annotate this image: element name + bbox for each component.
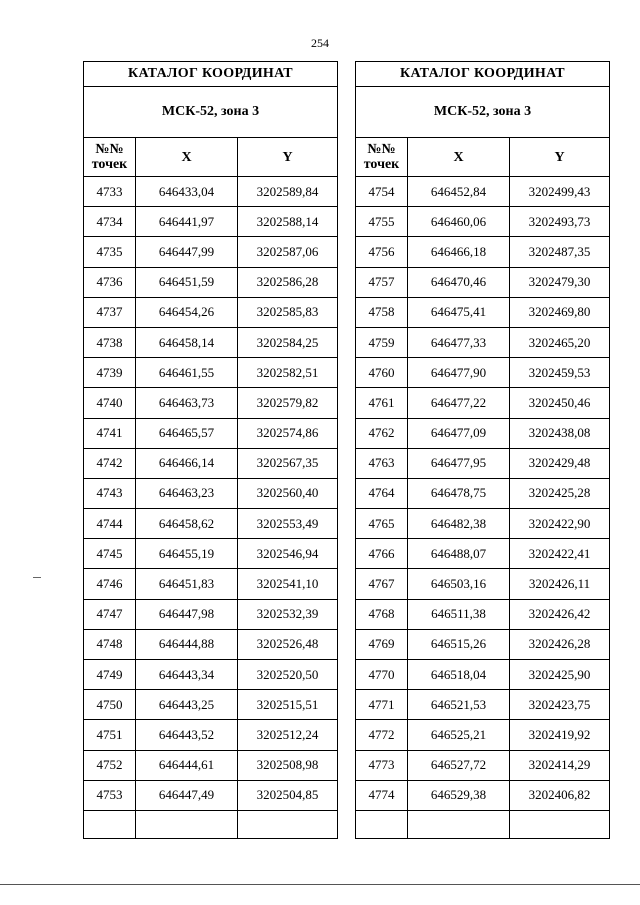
cell-point-no: 4755 [356,207,408,237]
cell-point-no: 4753 [84,780,136,810]
cell-x: 646454,26 [136,297,238,327]
cell-x: 646525,21 [408,720,510,750]
cell-y: 3202532,39 [238,599,338,629]
cell-point-no: 4751 [84,720,136,750]
table-row [84,418,338,448]
cell-point-no: 4764 [356,478,408,508]
cell-point-no: 4769 [356,629,408,659]
table-row [356,207,610,237]
cell-point-no: 4737 [84,297,136,327]
cell-y: 3202459,53 [510,358,610,388]
table-row [84,358,338,388]
table-row [84,237,338,267]
cell-point-no: 4747 [84,599,136,629]
cell-x: 646444,61 [136,750,238,780]
empty-cell [408,810,510,838]
table-row [84,660,338,690]
table-row [84,509,338,539]
cell-point-no: 4754 [356,177,408,207]
cell-x: 646443,52 [136,720,238,750]
cell-y: 3202425,90 [510,660,610,690]
cell-y: 3202567,35 [238,448,338,478]
cell-point-no: 4743 [84,478,136,508]
table-row [356,750,610,780]
table-row [84,569,338,599]
table-row [84,599,338,629]
cell-x: 646521,53 [408,690,510,720]
coordinate-catalog-right [355,61,610,839]
table-row [356,388,610,418]
header-point-no: №№ точек [84,138,136,177]
table-row [356,780,610,810]
cell-x: 646466,18 [408,237,510,267]
scan-mark [33,577,41,578]
table-row [356,599,610,629]
cell-point-no: 4773 [356,750,408,780]
table-body [84,177,338,839]
cell-x: 646477,22 [408,388,510,418]
table-row [356,327,610,357]
cell-x: 646466,14 [136,448,238,478]
cell-y: 3202588,14 [238,207,338,237]
cell-y: 3202585,83 [238,297,338,327]
empty-cell [356,810,408,838]
table-row [356,569,610,599]
cell-point-no: 4763 [356,448,408,478]
table-empty-row [84,810,338,838]
cell-x: 646443,25 [136,690,238,720]
cell-y: 3202520,50 [238,660,338,690]
cell-y: 3202422,90 [510,509,610,539]
cell-point-no: 4736 [84,267,136,297]
table-row [84,448,338,478]
empty-cell [238,810,338,838]
cell-x: 646458,14 [136,327,238,357]
table-row [84,750,338,780]
cell-point-no: 4768 [356,599,408,629]
cell-y: 3202426,28 [510,629,610,659]
cell-y: 3202414,29 [510,750,610,780]
table-row [84,388,338,418]
cell-y: 3202541,10 [238,569,338,599]
cell-x: 646460,06 [408,207,510,237]
table-body [356,177,610,839]
cell-x: 646503,16 [408,569,510,599]
cell-x: 646529,38 [408,780,510,810]
cell-point-no: 4734 [84,207,136,237]
cell-y: 3202406,82 [510,780,610,810]
cell-point-no: 4770 [356,660,408,690]
cell-point-no: 4756 [356,237,408,267]
cell-point-no: 4745 [84,539,136,569]
catalog-title: КАТАЛОГ КООРДИНАТ [356,62,610,87]
cell-y: 3202574,86 [238,418,338,448]
cell-x: 646451,59 [136,267,238,297]
cell-x: 646527,72 [408,750,510,780]
cell-point-no: 4738 [84,327,136,357]
cell-point-no: 4759 [356,327,408,357]
cell-x: 646443,34 [136,660,238,690]
cell-x: 646444,88 [136,629,238,659]
cell-x: 646451,83 [136,569,238,599]
cell-y: 3202512,24 [238,720,338,750]
cell-x: 646447,49 [136,780,238,810]
table-row [356,267,610,297]
header-point-no: №№ точек [356,138,408,177]
cell-x: 646477,09 [408,418,510,448]
cell-x: 646447,99 [136,237,238,267]
cell-y: 3202515,51 [238,690,338,720]
cell-x: 646465,57 [136,418,238,448]
cell-point-no: 4749 [84,660,136,690]
table-row [356,690,610,720]
table-row [356,358,610,388]
cell-point-no: 4741 [84,418,136,448]
table-row [356,539,610,569]
cell-x: 646475,41 [408,297,510,327]
table-row [356,509,610,539]
cell-x: 646488,07 [408,539,510,569]
cell-point-no: 4740 [84,388,136,418]
cell-y: 3202426,11 [510,569,610,599]
cell-point-no: 4774 [356,780,408,810]
cell-y: 3202465,20 [510,327,610,357]
cell-y: 3202587,06 [238,237,338,267]
cell-y: 3202589,84 [238,177,338,207]
cell-point-no: 4758 [356,297,408,327]
cell-point-no: 4744 [84,509,136,539]
cell-point-no: 4760 [356,358,408,388]
cell-point-no: 4733 [84,177,136,207]
cell-x: 646515,26 [408,629,510,659]
cell-point-no: 4772 [356,720,408,750]
cell-x: 646482,38 [408,509,510,539]
cell-point-no: 4766 [356,539,408,569]
cell-y: 3202450,46 [510,388,610,418]
cell-y: 3202553,49 [238,509,338,539]
cell-x: 646447,98 [136,599,238,629]
cell-x: 646461,55 [136,358,238,388]
table-row [356,629,610,659]
table-row [84,720,338,750]
cell-x: 646511,38 [408,599,510,629]
cell-y: 3202469,80 [510,297,610,327]
empty-cell [136,810,238,838]
cell-point-no: 4762 [356,418,408,448]
cell-x: 646441,97 [136,207,238,237]
table-row [84,539,338,569]
header-y: Y [510,138,610,177]
empty-cell [510,810,610,838]
table-row [84,327,338,357]
cell-x: 646477,95 [408,448,510,478]
header-x: X [408,138,510,177]
cell-y: 3202429,48 [510,448,610,478]
table-row [84,207,338,237]
cell-y: 3202426,42 [510,599,610,629]
table-row [356,448,610,478]
cell-y: 3202582,51 [238,358,338,388]
cell-y: 3202504,85 [238,780,338,810]
cell-point-no: 4765 [356,509,408,539]
cell-point-no: 4767 [356,569,408,599]
cell-x: 646455,19 [136,539,238,569]
cell-y: 3202438,08 [510,418,610,448]
cell-point-no: 4750 [84,690,136,720]
cell-x: 646477,33 [408,327,510,357]
coordinate-system: МСК-52, зона 3 [356,87,610,138]
table-row [356,660,610,690]
cell-y: 3202560,40 [238,478,338,508]
cell-x: 646463,73 [136,388,238,418]
cell-x: 646477,90 [408,358,510,388]
cell-point-no: 4761 [356,388,408,418]
cell-y: 3202419,92 [510,720,610,750]
cell-y: 3202579,82 [238,388,338,418]
cell-y: 3202493,73 [510,207,610,237]
table-empty-row [356,810,610,838]
cell-point-no: 4757 [356,267,408,297]
cell-y: 3202546,94 [238,539,338,569]
cell-y: 3202425,28 [510,478,610,508]
cell-point-no: 4739 [84,358,136,388]
cell-x: 646470,46 [408,267,510,297]
table-row [356,177,610,207]
catalog-title: КАТАЛОГ КООРДИНАТ [84,62,338,87]
table-row [356,237,610,267]
table-row [84,780,338,810]
table-row [356,478,610,508]
cell-y: 3202586,28 [238,267,338,297]
cell-x: 646433,04 [136,177,238,207]
header-x: X [136,138,238,177]
cell-point-no: 4752 [84,750,136,780]
table-row [84,629,338,659]
table-row [84,267,338,297]
cell-x: 646478,75 [408,478,510,508]
cell-point-no: 4771 [356,690,408,720]
cell-x: 646518,04 [408,660,510,690]
cell-y: 3202423,75 [510,690,610,720]
cell-x: 646458,62 [136,509,238,539]
table-row [356,720,610,750]
page-number: 254 [311,36,329,50]
cell-point-no: 4746 [84,569,136,599]
table-row [84,177,338,207]
cell-y: 3202479,30 [510,267,610,297]
cell-y: 3202508,98 [238,750,338,780]
coordinate-system: МСК-52, зона 3 [84,87,338,138]
empty-cell [84,810,136,838]
footer-divider [0,884,640,885]
cell-y: 3202487,35 [510,237,610,267]
table-row [84,690,338,720]
cell-y: 3202584,25 [238,327,338,357]
cell-x: 646452,84 [408,177,510,207]
coordinate-catalog-left [83,61,338,839]
cell-point-no: 4735 [84,237,136,267]
cell-point-no: 4748 [84,629,136,659]
cell-point-no: 4742 [84,448,136,478]
table-row [356,297,610,327]
cell-y: 3202526,48 [238,629,338,659]
table-row [84,297,338,327]
cell-x: 646463,23 [136,478,238,508]
cell-y: 3202422,41 [510,539,610,569]
cell-y: 3202499,43 [510,177,610,207]
header-y: Y [238,138,338,177]
table-row [356,418,610,448]
table-row [84,478,338,508]
